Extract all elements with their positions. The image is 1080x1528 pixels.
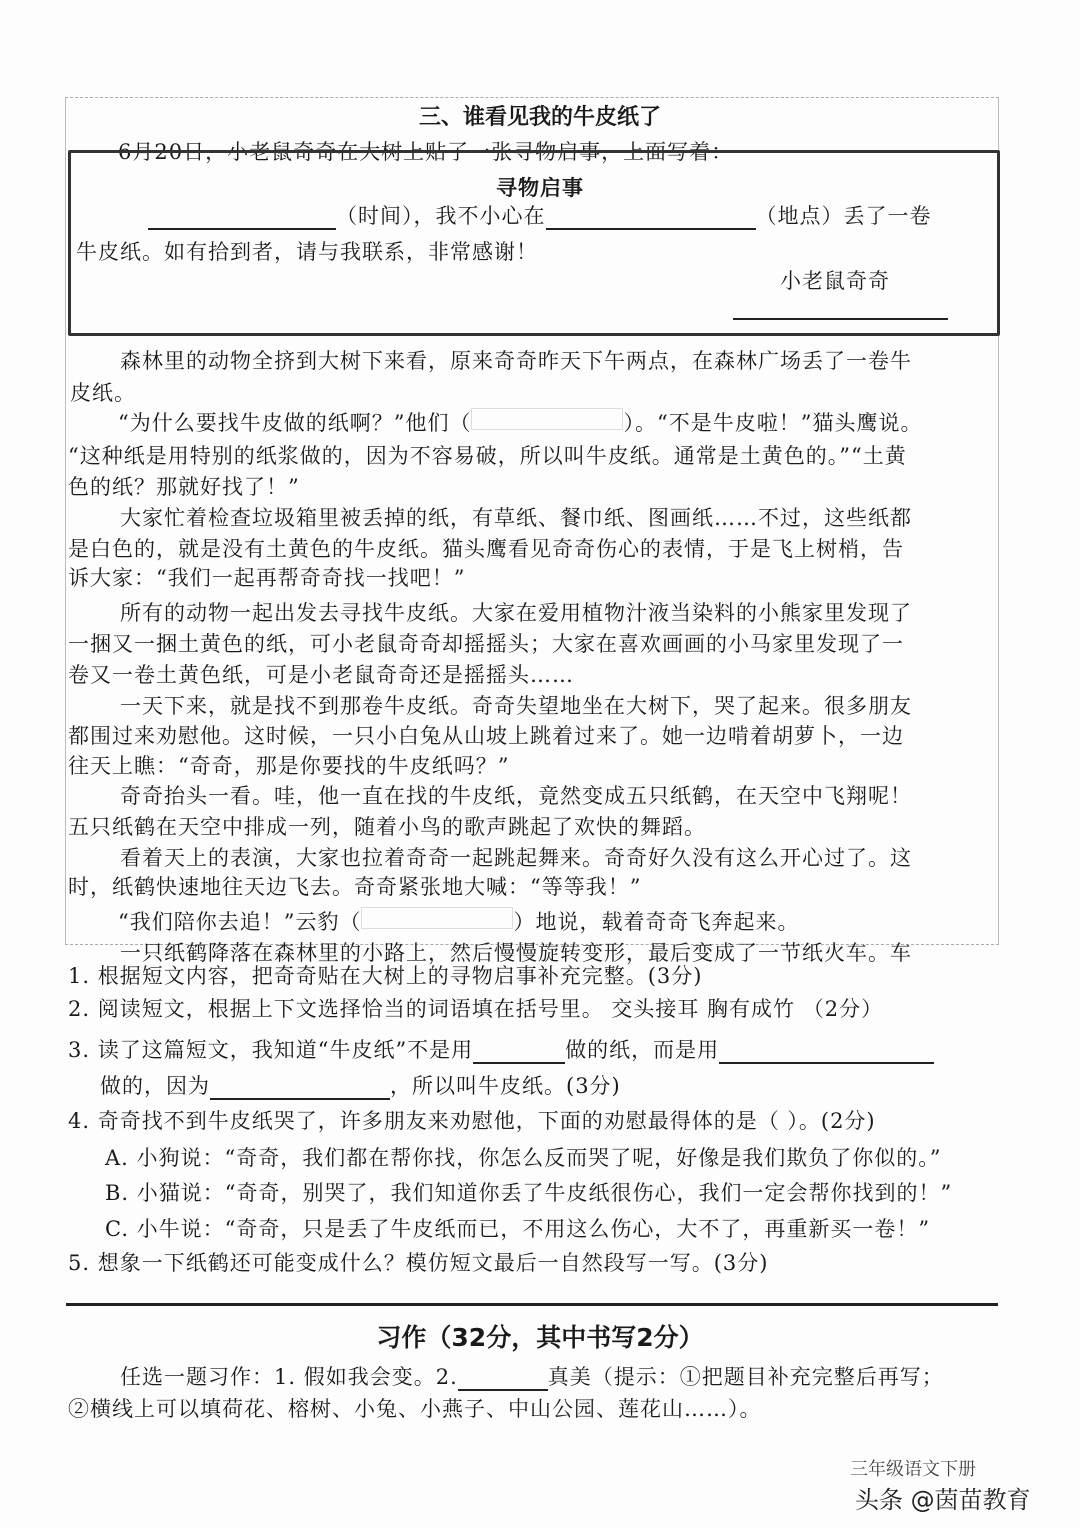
- notice-signature: 小老鼠奇奇: [780, 269, 890, 293]
- section-title: 三、谁看见我的牛皮纸了: [418, 104, 661, 130]
- time-blank[interactable]: [148, 206, 336, 230]
- question-3: ，所以叫牛皮纸。(3分): [390, 1074, 621, 1098]
- intro-text: 6月20日，小老鼠奇奇在大树上贴了一张寻物启事，上面写着：: [118, 140, 734, 164]
- passage-line: 奇奇抬头一看。哇，他一直在找的牛皮纸，竟然变成五只纸鹤，在天空中飞翔呢！: [120, 784, 912, 808]
- question-2: 2. 阅读短文，根据上下文选择恰当的词语填在括号里。 交头接耳 胸有成竹 （2分）: [68, 997, 884, 1021]
- option-b[interactable]: B. 小猫说：“奇奇，别哭了，我们知道你丢了牛皮纸很伤心，我们一定会帮你找到的！”: [105, 1181, 953, 1205]
- divider: [66, 1303, 998, 1306]
- passage-line: “为什么要找牛皮做的纸啊？”他们（: [118, 411, 472, 435]
- notice-text: （地点）丢了一卷: [755, 204, 932, 228]
- passage-line: ）地说，载着奇奇飞奔起来。: [513, 910, 800, 934]
- passage-line: 大家忙着检查垃圾箱里被丢掉的纸，有草纸、餐巾纸、图画纸……不过，这些纸都: [120, 506, 912, 530]
- passage-line: 色的纸？那就好找了！”: [68, 475, 300, 499]
- notice-line2: 牛皮纸。如有拾到者，请与我联系，非常感谢！: [76, 240, 538, 264]
- composition-blank[interactable]: [458, 1367, 548, 1391]
- passage-line: 一只纸鹤降落在森林里的小路上，然后慢慢旋转变形，最后变成了一节纸火车。车: [120, 941, 912, 965]
- composition-text: ②横线上可以填荷花、榕树、小兔、小燕子、中山公园、莲花山……）。: [68, 1397, 762, 1421]
- composition-title: 习作（32分，其中书写2分）: [376, 1323, 704, 1352]
- passage-line: “我们陪你去追！”云豹（: [118, 910, 362, 934]
- q3-blank-2[interactable]: [719, 1040, 934, 1064]
- passage-line: 一捆又一捆土黄色的纸，可小老鼠奇奇却摇摇头；大家在喜欢画画的小马家里发现了一: [68, 632, 904, 656]
- composition-text: 任选一题习作：1. 假如我会变。2.: [120, 1365, 458, 1389]
- q3-blank-1[interactable]: [473, 1040, 565, 1064]
- passage-line: 卷又一卷土黄色纸，可是小老鼠奇奇还是摇摇头……: [68, 663, 574, 687]
- passage-line: “这种纸是用特别的纸浆做的，因为不容易破，所以叫牛皮纸。通常是土黄色的。”“土黄: [68, 444, 907, 468]
- book-label: 三年级语文下册: [850, 1459, 976, 1480]
- composition-text: 真美（提示：①把题目补充完整后再写；: [547, 1365, 944, 1389]
- notice-text: （时间），我不小心在: [336, 204, 546, 228]
- passage-line: 一天下来，就是找不到那卷牛皮纸。奇奇失望地坐在大树下，哭了起来。很多朋友: [120, 694, 912, 718]
- date-blank[interactable]: [733, 318, 948, 320]
- passage-line: 是白色的，就是没有土黄色的牛皮纸。猫头鹰看见奇奇伤心的表情，于是飞上树梢，告: [68, 537, 904, 561]
- question-3: 做的纸，而是用: [565, 1038, 720, 1062]
- notice-heading: 寻物启事: [496, 175, 584, 200]
- passage-line: 诉大家：“我们一起再帮奇奇找一找吧！”: [68, 566, 466, 590]
- passage-line: 五只纸鹤在天空中排成一列，随着小鸟的歌声跳起了欢快的舞蹈。: [68, 815, 706, 839]
- passage-line: 森林里的动物全挤到大树下来看，原来奇奇昨天下午两点，在森林广场丢了一卷牛: [120, 349, 912, 373]
- passage-line: 看着天上的表演，大家也拉着奇奇一起跳起舞来。奇奇好久没有这么开心过了。这: [120, 846, 912, 870]
- q3-blank-3[interactable]: [210, 1076, 390, 1100]
- watermark: 头条 @茵苗教育: [855, 1486, 1031, 1514]
- passage-line: 往天上瞧：“奇奇，那是你要找的牛皮纸吗？”: [68, 754, 510, 778]
- question-4: 4. 奇奇找不到牛皮纸哭了，许多朋友来劝慰他，下面的劝慰最得体的是（ ）。(2分): [68, 1109, 876, 1133]
- passage-line: 皮纸。: [70, 381, 136, 405]
- question-3: 做的，因为: [100, 1074, 210, 1098]
- passage-line: 时，纸鹤快速地往天边飞去。奇奇紧张地大喊：“等等我！”: [68, 875, 642, 899]
- question-5: 5. 想象一下纸鹤还可能变成什么？模仿短文最后一自然段写一写。(3分): [68, 1251, 769, 1275]
- passage-line: 所有的动物一起出发去寻找牛皮纸。大家在爱用植物汁液当染料的小熊家里发现了: [120, 601, 912, 625]
- place-blank[interactable]: [546, 206, 756, 230]
- option-c[interactable]: C. 小牛说：“奇奇，只是丢了牛皮纸而已，不用这么伤心，大不了，再重新买一卷！”: [105, 1217, 931, 1241]
- question-3: 3. 读了这篇短文，我知道“牛皮纸”不是用: [68, 1038, 474, 1062]
- passage-line: ）。“不是牛皮啦！”猫头鹰说。: [623, 411, 923, 435]
- option-a[interactable]: A. 小狗说：“奇奇，我们都在帮你找，你怎么反而哭了呢，好像是我们欺负了你似的。”: [105, 1146, 942, 1170]
- answer-box-1[interactable]: [471, 408, 623, 430]
- question-1: 1. 根据短文内容，把奇奇贴在大树上的寻物启事补充完整。(3分): [68, 964, 703, 988]
- passage-line: 都围过来劝慰他。这时候，一只小白兔从山坡上跳着过来了。她一边啃着胡萝卜，一边: [68, 724, 904, 748]
- answer-box-2[interactable]: [361, 907, 513, 929]
